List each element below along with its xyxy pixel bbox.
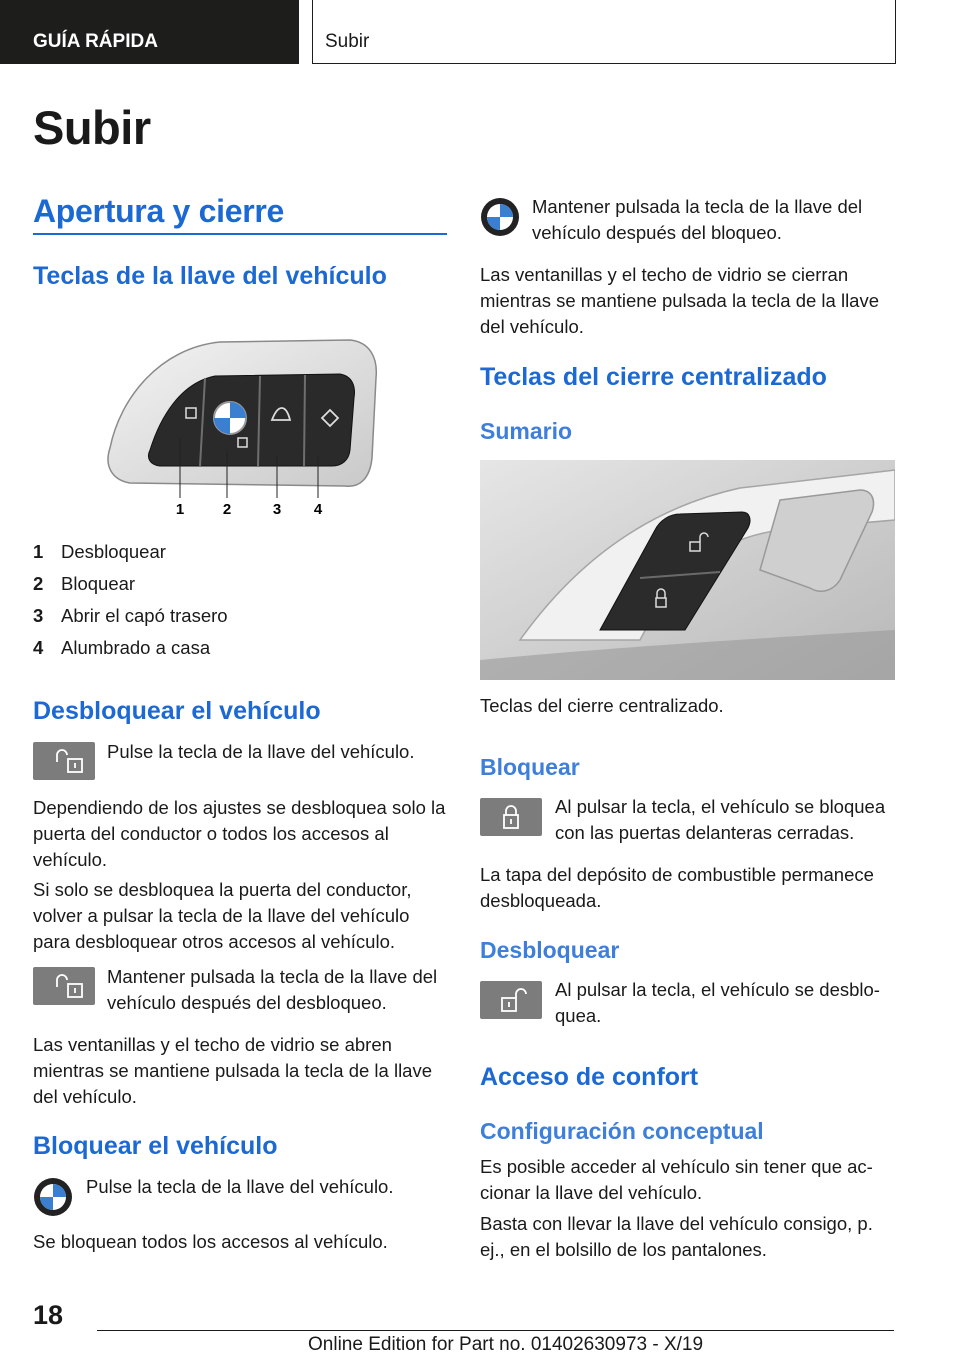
bmw-logo-icon: [480, 197, 520, 237]
list-item: [33, 635, 210, 661]
header-topic-tab: Subir: [312, 0, 896, 64]
list-number: 2: [33, 573, 44, 594]
heading-rule: [33, 233, 447, 235]
heading-desbloquear-vehiculo: Desbloquear el vehículo: [33, 697, 321, 725]
list-item: [33, 539, 166, 565]
text-al-pulsar-desbloq: Al pulsar la tecla, el vehículo se desblo-quea.: [555, 979, 880, 1026]
bmw-logo-icon: [33, 1177, 73, 1217]
text-tapa: La tapa del depósito de combustible permanece desbloqueada.: [480, 864, 874, 911]
list-label: Alumbrado a casa: [61, 637, 211, 658]
heading-teclas-cierre: Teclas del cierre centralizado: [480, 363, 827, 391]
central-lock-buttons-illustration: [480, 460, 895, 680]
list-label: Desbloquear: [61, 541, 166, 562]
heading-desbloquear: Desbloquear: [480, 937, 620, 963]
list-number: 1: [33, 541, 44, 562]
text-al-pulsar-bloq: Al pulsar la tecla, el vehículo se bloquea con las puertas delanteras cerradas.: [555, 796, 886, 843]
text-basta: Basta con llevar la llave del vehículo consigo, p. ej., en el bolsillo de los pantalones.: [480, 1213, 873, 1260]
image-caption: Teclas del cierre centralizado.: [480, 695, 724, 716]
lock-icon: [480, 798, 542, 836]
heading-teclas-llave: Teclas de la llave del vehículo: [33, 262, 387, 290]
unlock-icon: [33, 742, 95, 780]
key-number-3: 3: [272, 501, 282, 518]
heading-config: Configuración conceptual: [480, 1118, 764, 1144]
text-pulse-desbloq: Pulse la tecla de la llave del vehículo.: [107, 741, 415, 762]
heading-bloquear: Bloquear: [480, 754, 580, 780]
text-pulse-bloq: Pulse la tecla de la llave del vehículo.: [86, 1176, 394, 1197]
key-number-4: 4: [313, 501, 323, 518]
text-es-posible: Es posible acceder al vehículo sin tener que ac-cionar la llave del vehículo.: [480, 1156, 873, 1203]
footer-edition: Online Edition for Part no. 01402630973 - X/19: [308, 1334, 704, 1355]
text-dependiendo: Dependiendo de los ajustes se desbloquea solo la puerta del conductor o todos los accesos al vehículo.: [33, 797, 446, 870]
unlock-icon: [480, 981, 542, 1019]
heading-acceso: Acceso de confort: [480, 1063, 699, 1091]
key-fob-illustration: [100, 338, 380, 523]
text-ventanillas-cierran: Las ventanillas y el techo de vidrio se cierran mientras se mantiene pulsada la tecla de la llave del vehículo.: [480, 264, 880, 337]
list-number: 4: [33, 637, 44, 658]
text-ventanillas-abren: Las ventanillas y el techo de vidrio se abren mientras se mantiene pulsada la tecla de la llave del vehículo.: [33, 1034, 433, 1107]
text-mantener-desbloq: Mantener pulsada la tecla de la llave del vehículo después del desbloqueo.: [107, 966, 438, 1013]
list-label: Bloquear: [61, 573, 136, 594]
page-number: 18: [33, 1300, 64, 1330]
heading-apertura: Apertura y cierre: [33, 193, 285, 229]
key-number-2: 2: [222, 501, 232, 518]
text-mantener-bloq: Mantener pulsada la tecla de la llave del vehículo después del bloqueo.: [532, 196, 863, 243]
footer-rule: [97, 1330, 894, 1331]
list-label: Abrir el capó trasero: [61, 605, 228, 626]
header-section-tab: GUÍA RÁPIDA: [0, 0, 299, 64]
list-item: [33, 571, 135, 597]
heading-bloquear-vehiculo: Bloquear el vehículo: [33, 1132, 278, 1160]
key-number-1: 1: [175, 501, 185, 518]
unlock-icon: [33, 967, 95, 1005]
text-si-solo: Si solo se desbloquea la puerta del conductor, volver a pulsar la tecla de la llave del vehículo para desbloquear otros accesos al vehículo.: [33, 879, 412, 952]
list-number: 3: [33, 605, 44, 626]
list-item: [33, 603, 228, 629]
text-se-bloquean: Se bloquean todos los accesos al vehículo.: [33, 1231, 388, 1252]
page-title: Subir: [33, 101, 151, 154]
heading-sumario: Sumario: [480, 418, 573, 444]
